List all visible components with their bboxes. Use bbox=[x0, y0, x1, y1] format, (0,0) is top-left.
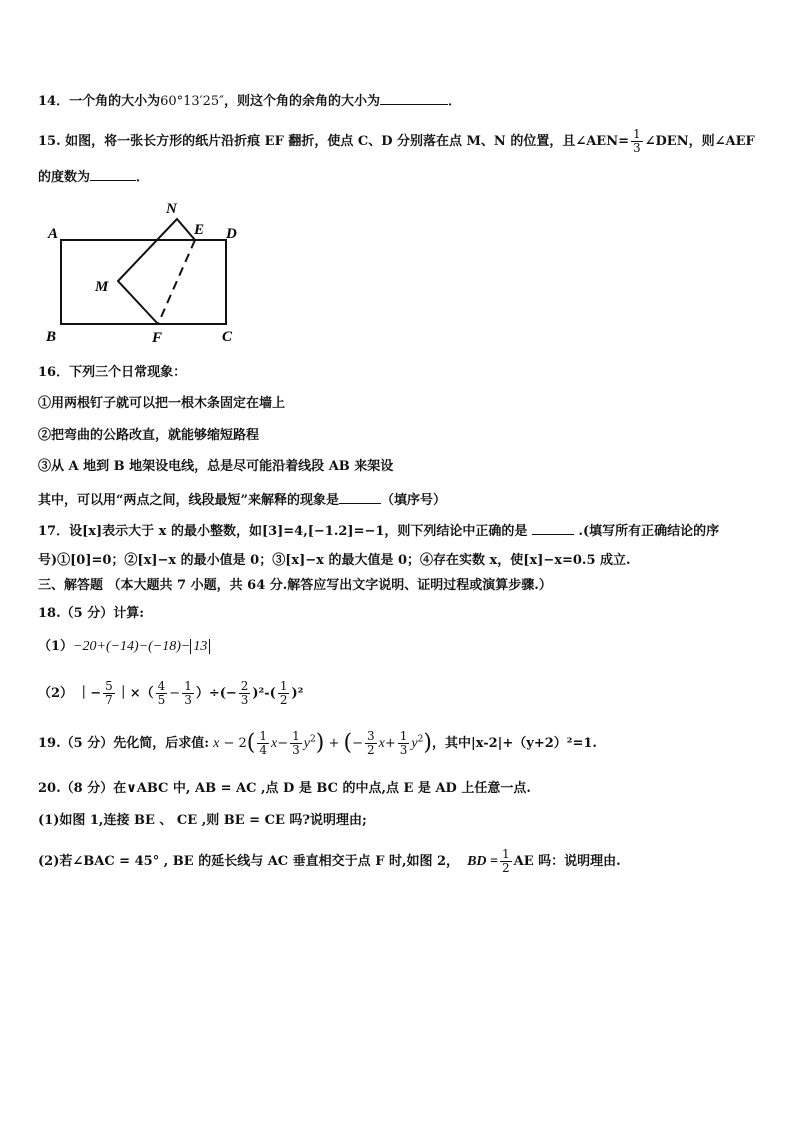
q18-f4-den: 3 bbox=[240, 693, 249, 707]
q18-p2-label: （2） bbox=[38, 686, 74, 701]
q18-f5-num: 1 bbox=[279, 679, 288, 693]
q16-prompt-text: 其中，可以用“两点之间，线段最短”来解释的现象是 bbox=[38, 493, 339, 508]
q20-p2-text-a: (2)若∠BAC = 45° , BE 的延长线与 AC 垂直相交于点 F 时,如图 2， bbox=[38, 854, 460, 869]
question-16-item-1: ①用两根钉子就可以把一根木条固定在墙上 bbox=[38, 396, 286, 411]
q15-frac-den: 3 bbox=[633, 141, 641, 155]
q20-p2-bd: BD = bbox=[467, 854, 498, 869]
q18-f3-den: 3 bbox=[184, 693, 192, 707]
question-16-prompt bbox=[38, 489, 446, 510]
q18-frac-5-7 bbox=[103, 680, 115, 707]
folded-flap bbox=[118, 219, 195, 324]
q14-angle: 60°13′25″ bbox=[160, 94, 225, 109]
q14-suffix: ，则这个角的余角的大小为 bbox=[224, 94, 381, 109]
crease-ef bbox=[158, 240, 195, 324]
question-14 bbox=[38, 90, 461, 111]
q14-answer-blank[interactable] bbox=[380, 90, 448, 105]
q18-p1-label: （1） bbox=[38, 639, 74, 654]
label-c: C bbox=[222, 329, 233, 345]
label-f: F bbox=[152, 330, 163, 346]
q20-frac-den: 2 bbox=[502, 861, 510, 875]
label-e: E bbox=[194, 222, 205, 238]
q18-p1-expression: −20+(−14)−(−18)− bbox=[73, 639, 191, 654]
q18-f1-den: 7 bbox=[105, 693, 113, 707]
q18-f2-den: 5 bbox=[157, 693, 166, 707]
q14-end: ． bbox=[448, 94, 462, 109]
section-3-heading: 三、解答题 （本大题共 7 小题，共 64 分.解答应写出文字说明、证明过程或演算步骤.） bbox=[38, 578, 552, 593]
q18-frac-2-3 bbox=[239, 680, 251, 707]
q18-frac-1-3 bbox=[182, 680, 194, 707]
question-18-part-1 bbox=[38, 638, 210, 656]
q18-f3-num: 1 bbox=[184, 679, 192, 693]
q18-f1-num: 5 bbox=[105, 679, 113, 693]
q18-f2-num: 4 bbox=[157, 679, 166, 693]
question-16-title: 16．下列三个日常现象： bbox=[38, 365, 187, 380]
question-16-item-2: ②把弯曲的公路改直，就能够缩短路程 bbox=[38, 428, 260, 443]
q16-prompt-hint: （填序号） bbox=[380, 493, 446, 508]
rectangle-abcd bbox=[61, 240, 226, 324]
q15-line2-end: ． bbox=[136, 170, 150, 185]
q16-answer-blank[interactable] bbox=[339, 489, 381, 504]
q15-answer-blank[interactable] bbox=[90, 166, 136, 181]
question-19: 19.（5 分）先化简，后求值: x − 2( $\frac{1}{4}$ x− $\frac{1}{3}$ $y^2$) + (− $\frac{3}{2}$ x+ $\frac{1}{3}$ $y^2$)，其中|x-2|+（y+2）²=1. bbox=[38, 729, 597, 757]
fold-figure bbox=[40, 198, 300, 348]
q17-text-b: .(填写所有正确结论的序 bbox=[578, 524, 720, 539]
q18-f5-den: 2 bbox=[279, 693, 288, 707]
question-20-part-2 bbox=[38, 848, 621, 875]
q20-p2-text-c: AE 吗：说明理由. bbox=[513, 854, 621, 869]
question-20-line1: 20.（8 分）在∨ABC 中, AB = AC ,点 D 是 BC 的中点,点 E 是 AD 上任意一点. bbox=[38, 781, 531, 796]
q17-answer-blank[interactable] bbox=[532, 520, 574, 535]
q14-prefix: 14．一个角的大小为 bbox=[38, 94, 161, 109]
question-18-part-2: （2） ｜− $\frac{5}{7}$ ｜×（ $\frac{4}{5}$ − $\frac{1}{3}$ ）÷(− $\frac{2}{3}$ )²-( $\frac{1}{2}$ )² bbox=[38, 679, 304, 707]
q18-frac-4-5 bbox=[156, 680, 168, 707]
q15-text-b: ∠DEN，则∠AEF bbox=[644, 134, 755, 149]
label-n: N bbox=[166, 201, 177, 217]
label-m: M bbox=[95, 279, 109, 295]
question-15-line2 bbox=[38, 166, 149, 187]
question-15-line1 bbox=[38, 128, 755, 155]
question-20-part-1: (1)如图 1,连接 BE 、 CE ,则 BE = CE 吗?说明理由; bbox=[38, 813, 367, 828]
q15-text-a: 15. 如图，将一张长方形的纸片沿折痕 EF 翻折，使点 C、D 分别落在点 M、N 的位置，且∠AEN= bbox=[38, 134, 629, 149]
q20-frac-num: 1 bbox=[502, 847, 510, 861]
label-b: B bbox=[46, 329, 57, 345]
q19-condition: ，其中|x-2|+（y+2）²=1. bbox=[431, 736, 597, 751]
q20-fraction bbox=[500, 848, 512, 875]
question-17-line1 bbox=[38, 520, 719, 541]
q18-frac-1-2 bbox=[278, 680, 290, 707]
question-16-item-3: ③从 A 地到 B 地架设电线，总是尽可能沿着线段 AB 来架设 bbox=[38, 459, 394, 474]
question-17-line2: 号)①[0]=0；②[x]−x 的最小值是 0；③[x]−x 的最大值是 0；④存在实数 x，使[x]−x=0.5 成立. bbox=[38, 553, 631, 568]
q15-fraction bbox=[631, 128, 643, 155]
question-18-title: 18.（5 分）计算: bbox=[38, 606, 144, 621]
q15-line2-text: 的度数为 bbox=[38, 170, 91, 185]
q18-p1-absolute-value: 13 bbox=[190, 639, 210, 654]
q18-f4-num: 2 bbox=[240, 679, 249, 693]
q19-title: 19.（5 分）先化简，后求值: bbox=[38, 736, 209, 751]
label-d: D bbox=[226, 226, 237, 242]
q15-frac-num: 1 bbox=[633, 127, 641, 141]
q17-text-a: 17．设[x]表示大于 x 的最小整数，如[3]=4,[−1.2]=−1，则下列结论中正确的是 bbox=[38, 524, 528, 539]
label-a: A bbox=[48, 226, 59, 242]
